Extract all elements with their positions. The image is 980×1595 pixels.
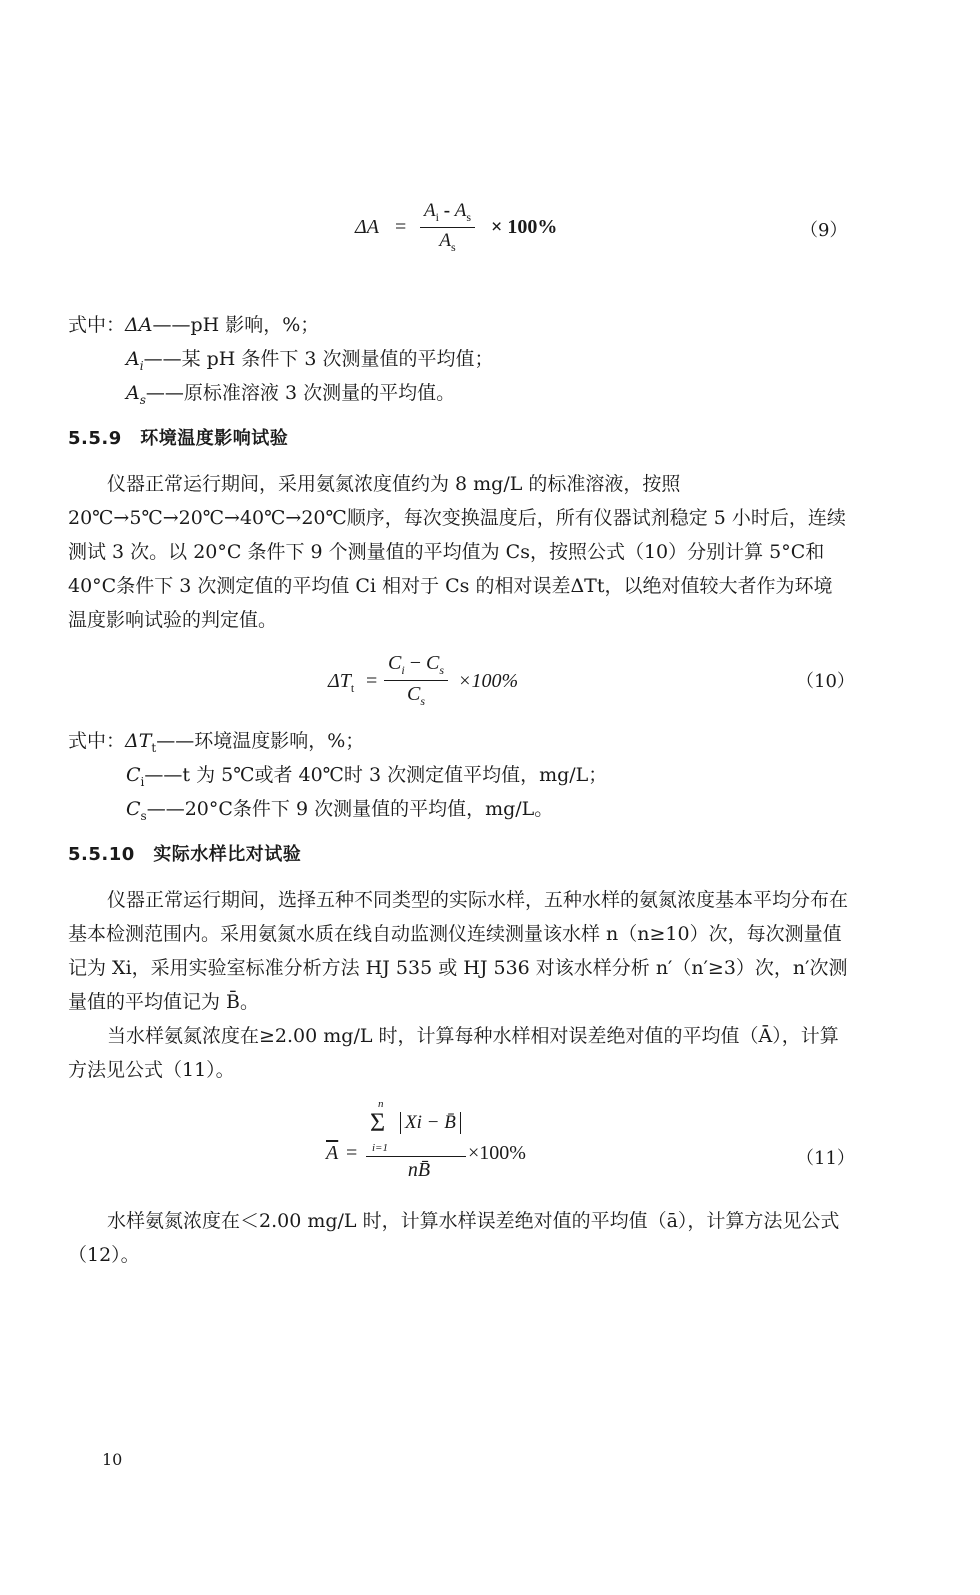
eq11-lhs: $\overline{A}$	[326, 1142, 339, 1164]
eq9-denominator: $A_s$	[439, 229, 456, 254]
eq10-fraction	[384, 652, 448, 709]
eq9-times: × 100%	[491, 216, 558, 238]
equation-10	[328, 652, 568, 714]
eq11-sum-top: n	[378, 1098, 384, 1110]
where10-line1: 式中：$\Delta T_t——$环境温度影响，%；	[68, 730, 365, 755]
where10-line2: $C_i——t$ 为 5℃或者 40℃时 3 次测定值平均值，mg/L；	[126, 764, 608, 789]
eq11-fraction	[366, 1098, 466, 1182]
eq9-numerator: $A_i - A_s$	[420, 200, 475, 228]
where9-line2: $A_i——$某 pH 条件下 3 次测量值的平均值；	[126, 348, 494, 373]
eq10-numerator: $C_i - C_s$	[384, 652, 448, 681]
eq10-number: （10）	[796, 671, 855, 692]
eq11-equals: =	[346, 1142, 358, 1164]
eq11-numerator	[366, 1098, 466, 1157]
page-number: 10	[102, 1450, 123, 1469]
where10-line3: $C_s——20^\circ C$条件下 9 次测量值的平均值，mg/L。	[126, 798, 554, 823]
eq9-lhs: ΔA	[355, 216, 379, 238]
eq11-sum-bottom: i=1	[372, 1142, 388, 1154]
eq10-times: ×100%	[458, 670, 519, 692]
eq11-sum-symbol: Σ	[370, 1108, 386, 1137]
section-5-5-9-heading: 5.5.9 环境温度影响试验	[68, 428, 289, 449]
where9-line3: $A_s——$原标准溶液 3 次测量的平均值。	[126, 382, 456, 407]
section-5-5-9-paragraph: 仪器正常运行期间，采用氨氮浓度值约为 8 mg/L 的标准溶液，按照 20℃→5℃→20℃→40℃→20℃顺序，每次变换温度后，所有仪器试剂稳定 5 小时后，连续测试 3 次。以 20°C 条件下 9 个测量值的平均值为 Cs，按照公式（10）分别计算 5°C和 40°C条件下 3 次测定值的平均值 Ci 相对于 Cs 的相对误差ΔTt，以绝对值较大者作为环境温度影响试验的判定值。	[68, 473, 846, 631]
eq9-number: （9）	[800, 220, 848, 241]
eq10-equals: =	[366, 670, 378, 692]
eq10-lhs: $\Delta T_t$	[328, 670, 355, 695]
closing-paragraph: 水样氨氮浓度在＜2.00 mg/L 时，计算水样误差绝对值的平均值（ā），计算方法见公式（12）。	[68, 1210, 840, 1266]
eq11-abs-value: Xi − B̄	[400, 1112, 461, 1134]
equation-9	[355, 200, 615, 262]
eq9-fraction	[420, 200, 475, 255]
eq11-times: ×100%	[468, 1142, 526, 1164]
eq11-number: （11）	[796, 1148, 855, 1169]
section-5-5-10-heading: 5.5.10 实际水样比对试验	[68, 844, 302, 865]
section-5-5-10-paragraph-1: 仪器正常运行期间，选择五种不同类型的实际水样，五种水样的氨氮浓度基本平均分布在基本检测范围内。采用氨氮水质在线自动监测仪连续测量该水样 n（n≥10）次，每次测量值记为 Xi，采用实验室标准分析方法 HJ 535 或 HJ 536 对该水样分析 n′（n′≥3）次，n′次测量值的平均值记为 B̄。	[68, 889, 849, 1013]
eq9-equals: =	[395, 216, 407, 238]
eq10-denominator: $C_s$	[406, 683, 425, 708]
eq11-denominator: nB̄	[407, 1159, 431, 1181]
section-5-5-10-paragraph-2: 当水样氨氮浓度在≥2.00 mg/L 时，计算每种水样相对误差绝对值的平均值（Ā），计算方法见公式（11）。	[68, 1025, 839, 1081]
equation-11	[326, 1098, 566, 1190]
where9-line1: 式中：ΔA——pH 影响，%；	[68, 314, 320, 336]
